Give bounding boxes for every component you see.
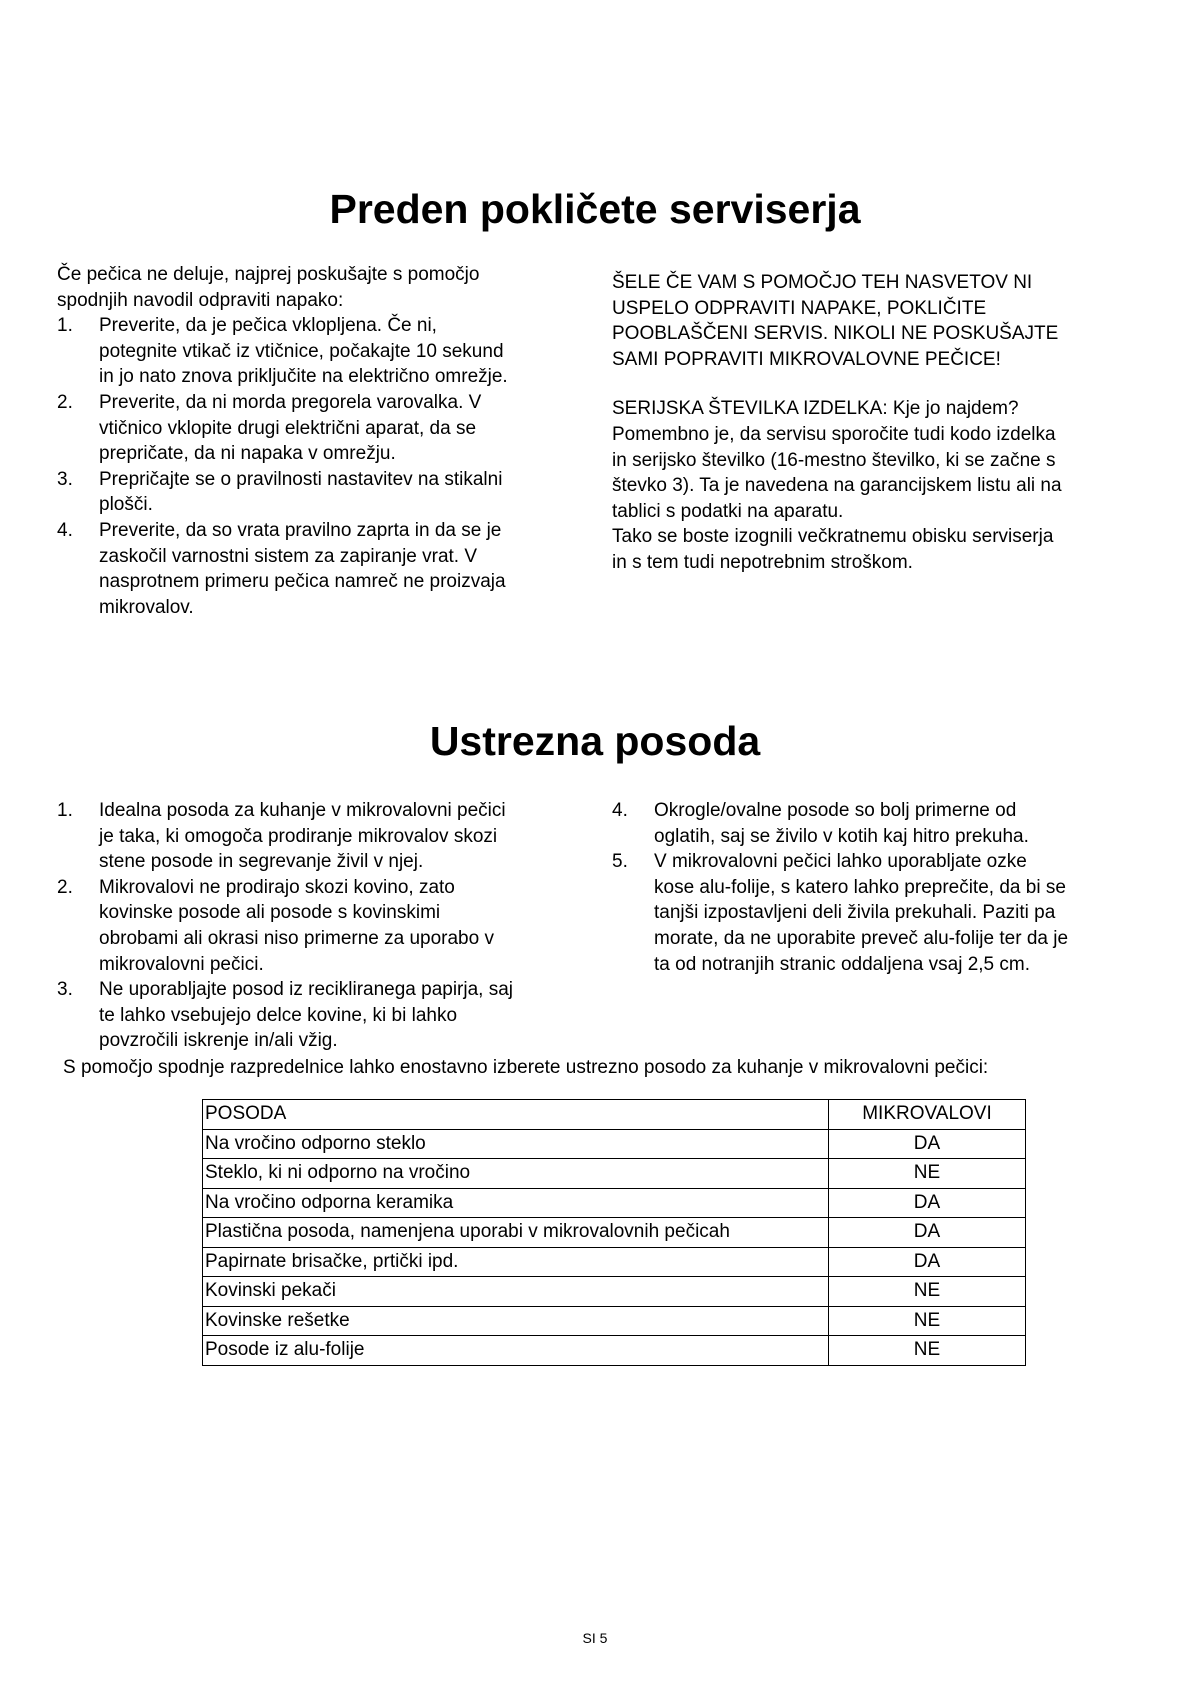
list-item	[57, 798, 513, 875]
text-line: Ne uporabljajte posod iz recikliranega papirja, saj	[99, 979, 514, 1001]
table-row	[203, 1277, 1026, 1307]
list-item	[612, 798, 1068, 849]
text-line: te lahko vsebujejo delce kovine, ki bi lahko	[99, 1004, 458, 1026]
text-line: plošči.	[99, 494, 153, 516]
text-line: tanjši izpostavljeni deli živila prekuhali. Paziti pa	[654, 902, 1056, 924]
text-line: nasprotnem primeru pečica namreč ne proizvaja	[99, 571, 506, 593]
list-number: 2.	[57, 391, 73, 413]
section-title-cookware: Ustrezna posoda	[429, 718, 761, 764]
cookware-cell: Steklo, ki ni odporno na vročino	[203, 1159, 829, 1189]
text-line: Preverite, da je pečica vklopljena. Če ni,	[99, 315, 437, 337]
troubleshooting-right	[612, 270, 1062, 576]
text-line: Okrogle/ovalne posode so bolj primerne od	[654, 800, 1017, 821]
text-line: in jo nato znova priključite na električno omrežje.	[99, 366, 508, 388]
table-intro: S pomočjo spodnje razpredelnice lahko enostavno izberete ustrezno posodo za kuhanje v mikrovalovni pečici:	[63, 1057, 989, 1078]
list-number: 3.	[57, 468, 73, 490]
table-row	[203, 1188, 1026, 1218]
table-row	[203, 1247, 1026, 1277]
text-line: Pomembno je, da servisu sporočite tudi kodo izdelka	[612, 423, 1056, 445]
table-row	[203, 1129, 1026, 1159]
intro-text	[57, 262, 508, 313]
list-item	[57, 390, 508, 467]
text-line: Preverite, da ni morda pregorela varovalka. V	[99, 391, 482, 413]
cookware-cell: Plastična posoda, namenjena uporabi v mikrovalovnih pečicah	[203, 1218, 829, 1248]
text-line: kose alu-folije, s katero lahko preprečite, da bi se	[654, 876, 1066, 898]
text-line: ta od notranjih stranic oddaljena vsaj 2,5 cm.	[654, 953, 1030, 975]
text-line: SERIJSKA ŠTEVILKA IZDELKA: Kje jo najdem?	[612, 398, 1019, 420]
header-microwaves: MIKROVALOVI	[829, 1100, 1026, 1130]
text-line: oglatih, saj se živilo v kotih kaj hitro prekuha.	[654, 825, 1029, 847]
list-number: 3.	[57, 979, 73, 1001]
microwave-suitability-cell: NE	[829, 1159, 1026, 1189]
list-item	[57, 977, 513, 1054]
troubleshooting-left	[57, 262, 508, 620]
microwave-suitability-cell: DA	[829, 1218, 1026, 1248]
list-number: 4.	[612, 800, 628, 821]
text-line: USPELO ODPRAVITI NAPAKE, POKLIČITE	[612, 297, 987, 319]
list-number: 5.	[612, 851, 628, 873]
cookware-cell: Na vročino odporna keramika	[203, 1188, 829, 1218]
table-row	[203, 1159, 1026, 1189]
text-line: stene posode in segrevanje živil v njej.	[99, 851, 424, 873]
cookware-right-list	[612, 798, 1068, 977]
text-line: Tako se boste izognili večkratnemu obisku serviserja	[612, 526, 1054, 548]
cookware-left-list	[57, 798, 513, 1054]
microwave-suitability-cell: DA	[829, 1247, 1026, 1277]
cookware-cell: Kovinske rešetke	[203, 1306, 829, 1336]
cookware-table	[202, 1099, 1026, 1366]
table-row	[203, 1306, 1026, 1336]
page-number: SI 5	[582, 1630, 608, 1646]
service-warning	[612, 270, 1062, 372]
list-item	[57, 518, 508, 620]
section-title-troubleshooting: Preden pokličete serviserja	[329, 186, 861, 232]
text-line: povzročili iskrenje in/ali vžig.	[99, 1030, 338, 1052]
table-header-row	[203, 1100, 1026, 1130]
text-line: SAMI POPRAVITI MIKROVALOVNE PEČICE!	[612, 348, 1001, 370]
text-line: Če pečica ne deluje, najprej poskušajte s pomočjo	[57, 264, 480, 285]
list-number: 1.	[57, 800, 73, 821]
cookware-cell: Papirnate brisačke, prtički ipd.	[203, 1247, 829, 1277]
text-line: obrobami ali okrasi niso primerne za uporabo v	[99, 927, 494, 949]
text-line: spodnjih navodil odpraviti napako:	[57, 289, 344, 311]
microwave-suitability-cell: NE	[829, 1336, 1026, 1366]
microwave-suitability-cell: DA	[829, 1129, 1026, 1159]
header-cookware: POSODA	[203, 1100, 829, 1130]
text-line: kovinske posode ali posode s kovinskimi	[99, 902, 441, 924]
text-line: Prepričajte se o pravilnosti nastavitev na stikalni	[99, 468, 503, 490]
list-number: 2.	[57, 876, 73, 898]
cookware-cell: Posode iz alu-folije	[203, 1336, 829, 1366]
microwave-suitability-cell: NE	[829, 1277, 1026, 1307]
list-number: 4.	[57, 519, 73, 541]
serial-number-info	[612, 396, 1062, 575]
list-number: 1.	[57, 315, 73, 337]
text-line: prepričate, da ni napaka v omrežju.	[99, 443, 396, 465]
microwave-suitability-cell: NE	[829, 1306, 1026, 1336]
text-line: V mikrovalovni pečici lahko uporabljate ozke	[654, 851, 1027, 873]
text-line: POOBLAŠČENI SERVIS. NIKOLI NE POSKUŠAJTE	[612, 323, 1059, 345]
list-item	[57, 875, 513, 977]
list-item	[57, 313, 508, 390]
table-row	[203, 1336, 1026, 1366]
text-line: tablici s podatki na aparatu.	[612, 500, 844, 522]
list-item	[57, 467, 508, 518]
text-line: potegnite vtikač iz vtičnice, počakajte 10 sekund	[99, 340, 504, 362]
text-line: mikrovalovni pečici.	[99, 953, 264, 975]
text-line: ŠELE ČE VAM S POMOČJO TEH NASVETOV NI	[612, 272, 1033, 293]
text-line: mikrovalov.	[99, 596, 194, 618]
text-line: Idealna posoda za kuhanje v mikrovalovni pečici	[99, 800, 506, 821]
text-line: vtičnico vklopite drugi električni aparat, da se	[99, 417, 477, 439]
text-line: zaskočil varnostni sistem za zapiranje vrat. V	[99, 545, 478, 567]
text-line: in s tem tudi nepotrebnim stroškom.	[612, 551, 913, 573]
table-row	[203, 1218, 1026, 1248]
microwave-suitability-cell: DA	[829, 1188, 1026, 1218]
text-line: števko 3). Ta je navedena na garancijskem listu ali na	[612, 475, 1062, 497]
troubleshooting-list	[57, 313, 508, 620]
cookware-cell: Kovinski pekači	[203, 1277, 829, 1307]
text-line: je taka, ki omogoča prodiranje mikrovalov skozi	[99, 825, 498, 847]
text-line: Mikrovalovi ne prodirajo skozi kovino, zato	[99, 876, 455, 898]
cookware-cell: Na vročino odporno steklo	[203, 1129, 829, 1159]
text-line: Preverite, da so vrata pravilno zaprta in da se je	[99, 519, 502, 541]
text-line: morate, da ne uporabite preveč alu-folije ter da je	[654, 927, 1069, 949]
text-line: in serijsko številko (16-mestno številko, ki se začne s	[612, 449, 1056, 471]
list-item	[612, 849, 1068, 977]
